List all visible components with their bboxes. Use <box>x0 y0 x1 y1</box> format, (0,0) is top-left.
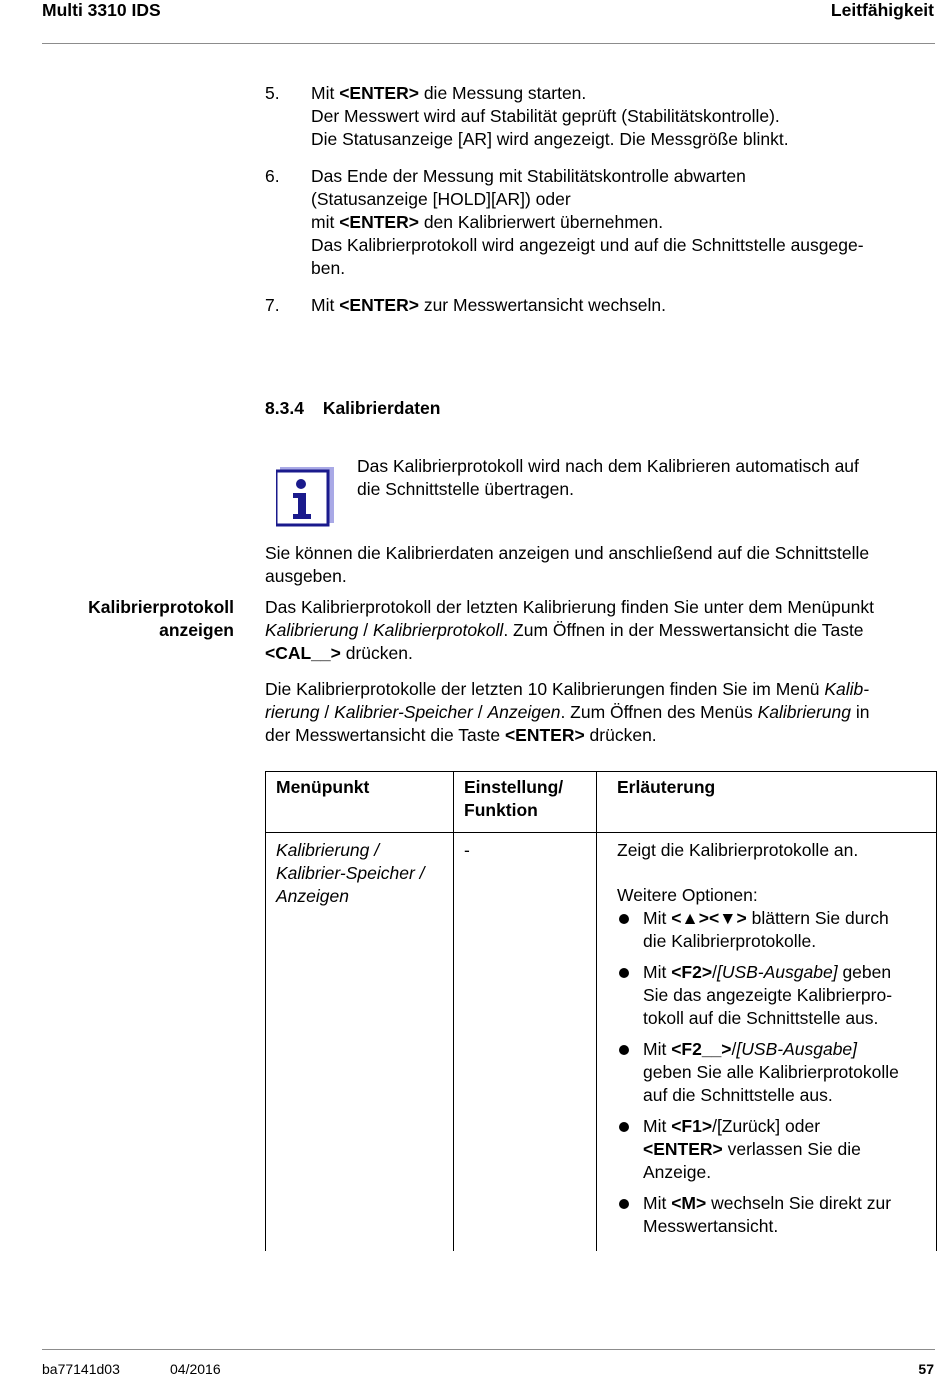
step-number: 6. <box>265 166 280 186</box>
enter-key: <ENTER> <box>339 212 419 232</box>
list-item: Mit <F1>/[Zurück] oder <ENTER> verlassen Sie die Anzeige. <box>617 1115 926 1184</box>
info-icon <box>276 467 334 527</box>
explanation-cell: Zeigt die Kalibrierprotokolle an. Weitere Optionen: Mit <▲><▼> blättern Sie durch die Kalibrierprotokolle. Mit <F2>/[USB-Ausgabe] geben Sie das angezeigte Kalibrierpro- tokoll auf die Schnittstelle aus. Mit <F2__>/[USB-Ausgabe] geben Sie alle Kalibrierprotokolle auf die Schnittstelle aus. Mit <F1>/[Zurück] oder <ENTER> verlassen Sie die Anzeige. Mit <M> wechseln Sie direkt zur Messwertansicht. <box>597 833 937 1252</box>
list-item: Mit <M> wechseln Sie direkt zur Messwertansicht. <box>617 1192 926 1238</box>
calibration-protocol-paragraph: Das Kalibrierprotokoll der letzten Kalibrierung finden Sie unter dem Menüpunkt Kalibrierung / Kalibrierprotokoll. Zum Öffnen in der Messwertansicht die Taste <CAL__> drücken. <box>265 597 874 663</box>
calibration-memory-paragraph: Die Kalibrierprotokolle der letzten 10 Kalibrierungen finden Sie im Menü Kalib- rierung / Kalibrier-Speicher / Anzeigen. Zum Öffnen des Menüs Kalibrierung in der Messwertansicht die Taste <ENTER> drücken. <box>265 679 870 745</box>
header-rule <box>42 43 935 44</box>
list-item: Mit <▲><▼> blättern Sie durch die Kalibrierprotokolle. <box>617 907 926 953</box>
page-number: 57 <box>918 1361 934 1377</box>
list-item: Mit <F2__>/[USB-Ausgabe] geben Sie alle Kalibrierprotokolle auf die Schnittstelle aus. <box>617 1038 926 1107</box>
column-header-explanation: Erläuterung <box>597 772 937 833</box>
intro-paragraph: Sie können die Kalibrierdaten anzeigen und anschließend auf die Schnittstelle ausgeben. <box>265 543 870 586</box>
cal-key: <CAL__> <box>265 643 341 663</box>
table-header-row <box>266 772 937 833</box>
step-5: 5. Mit <ENTER> die Messung starten. Der Messwert wird auf Stabilität geprüft (Stabilitätskontrolle). Die Statusanzeige [AR] wird angezeigt. Die Messgröße blinkt. <box>265 83 789 149</box>
bullet-icon <box>619 914 629 924</box>
step-7: 7. Mit <ENTER> zur Messwertansicht wechseln. <box>265 295 666 315</box>
header-doc-title: Multi 3310 IDS <box>42 0 161 20</box>
bullet-icon <box>619 1122 629 1132</box>
section-title: Kalibrierdaten <box>322 398 441 418</box>
info-note: Das Kalibrierprotokoll wird nach dem Kalibrieren automatisch auf die Schnittstelle übertragen. <box>357 456 859 499</box>
bullet-icon <box>619 968 629 978</box>
footer-date: 04/2016 <box>170 1361 221 1377</box>
footer-rule <box>42 1349 935 1350</box>
header-chapter-title: Leitfähigkeit <box>830 0 934 20</box>
step-number: 7. <box>265 295 280 315</box>
setting-cell: - <box>454 833 597 1252</box>
step-number: 5. <box>265 83 280 103</box>
section-heading <box>265 397 441 420</box>
bullet-icon <box>619 1045 629 1055</box>
bullet-icon <box>619 1199 629 1209</box>
options-list <box>617 907 926 1238</box>
menu-table <box>265 771 937 1251</box>
menu-path-cell: Kalibrierung / Kalibrier-Speicher / Anzeigen <box>266 833 454 1252</box>
step-6: 6. Das Ende der Messung mit Stabilitätskontrolle abwarten (Statusanzeige [HOLD][AR]) oder mit <ENTER> den Kalibrierwert übernehmen. Das Kalibrierprotokoll wird angezeigt und auf die Schnittstelle ausgege- ben. <box>265 166 864 278</box>
column-header-menu: Menüpunkt <box>266 772 454 833</box>
enter-key: <ENTER> <box>339 83 419 103</box>
column-header-setting: Einstellung/ Funktion <box>454 772 597 833</box>
list-item: Mit <F2>/[USB-Ausgabe] geben Sie das angezeigte Kalibrierpro- tokoll auf die Schnittstelle aus. <box>617 961 926 1030</box>
side-label: Kalibrierprotokoll anzeigen <box>88 597 234 640</box>
enter-key: <ENTER> <box>339 295 419 315</box>
table-row <box>266 833 937 1252</box>
footer-doc-number: ba77141d03 <box>42 1361 120 1377</box>
enter-key: <ENTER> <box>504 725 585 745</box>
section-number: 8.3.4 <box>265 398 304 418</box>
